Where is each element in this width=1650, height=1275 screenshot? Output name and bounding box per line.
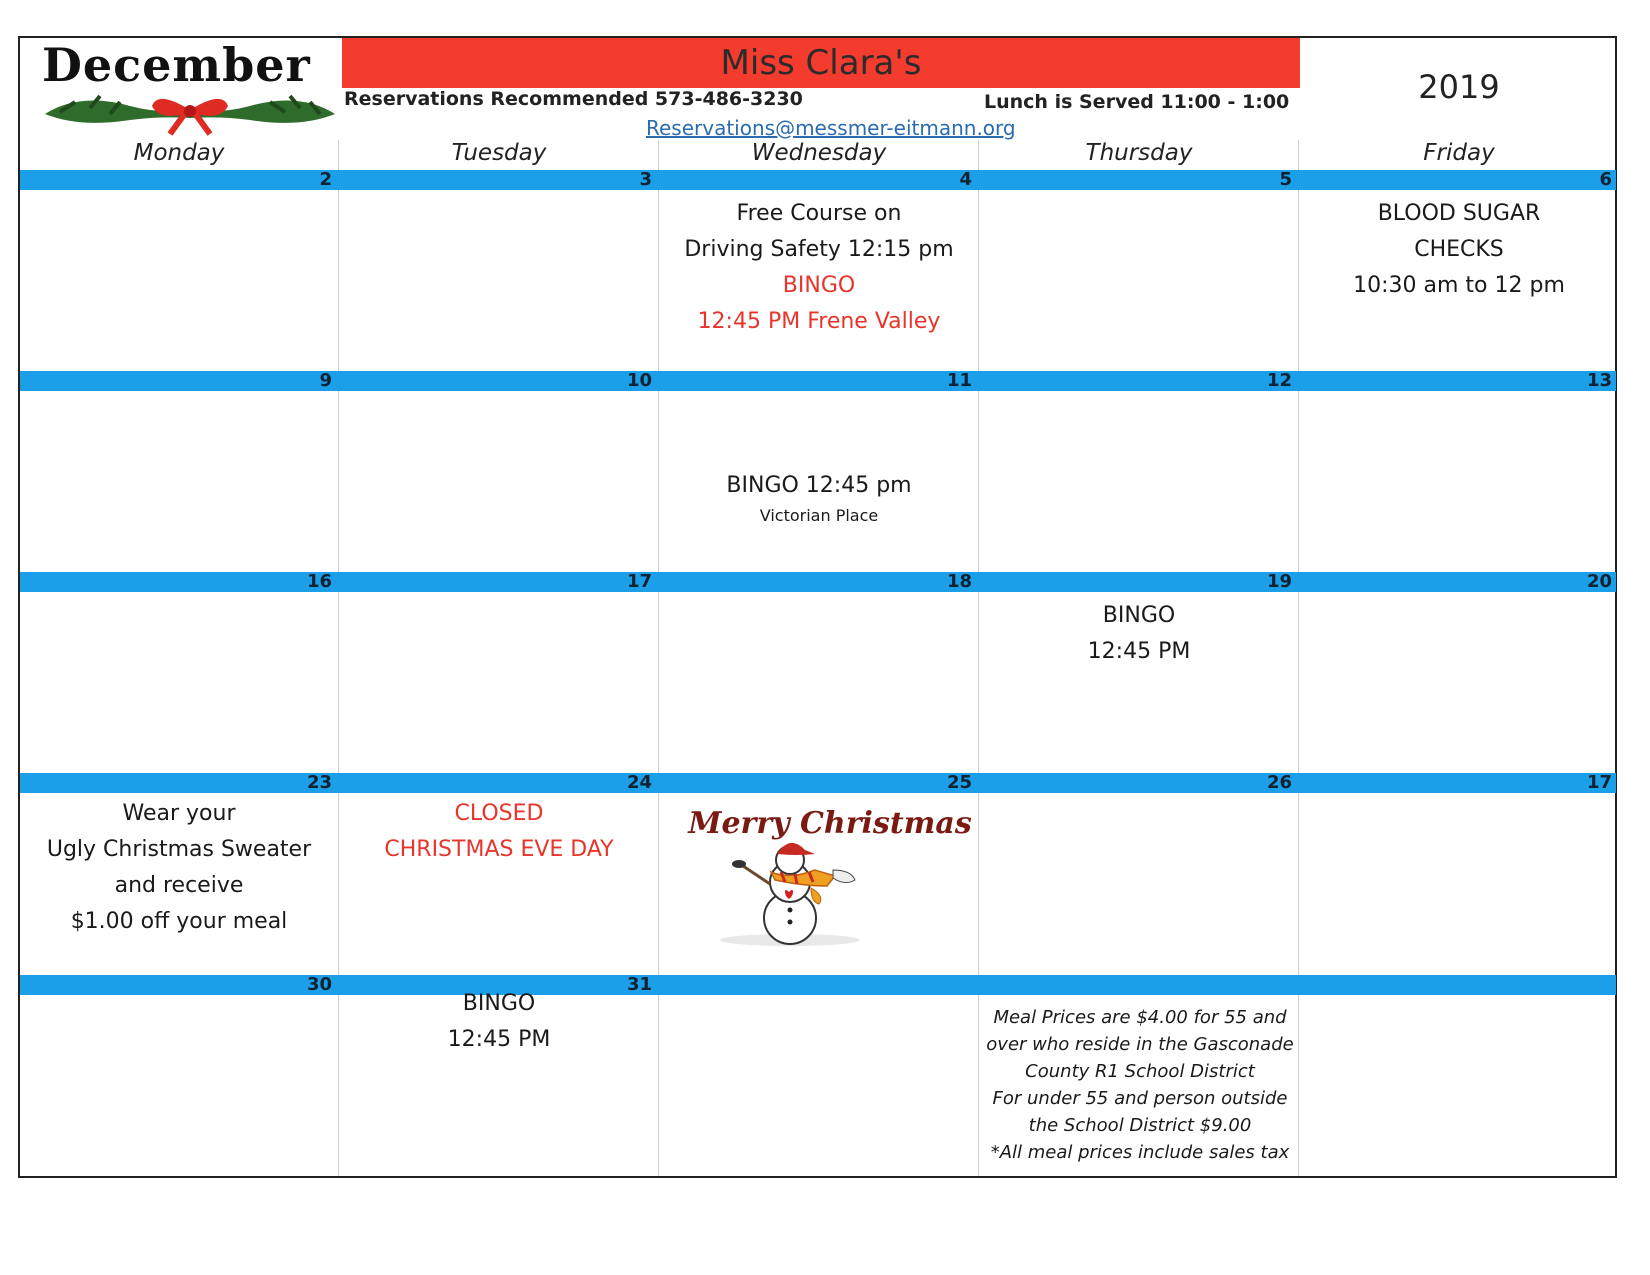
- column-divider: [978, 140, 979, 1176]
- day-number: 25: [946, 772, 972, 793]
- day-number: 19: [1266, 571, 1292, 592]
- event-dec-19: [980, 598, 1298, 670]
- day-number: 18: [946, 571, 972, 592]
- day-number: 16: [306, 571, 332, 592]
- event-line: Wear your: [122, 801, 236, 826]
- day-number: 26: [1266, 772, 1292, 793]
- event-line: $1.00 off your meal: [70, 909, 288, 934]
- event-line: 12:45 PM: [447, 1027, 551, 1052]
- note-line: over who reside in the Gasconade: [986, 1034, 1294, 1055]
- week-band: [20, 170, 1616, 190]
- day-header-wednesday: Wednesday: [751, 140, 887, 166]
- event-line: BINGO: [782, 273, 856, 298]
- day-header-friday: Friday: [1423, 140, 1495, 166]
- day-number: 24: [626, 772, 652, 793]
- week-band: [20, 975, 1616, 995]
- event-line: BINGO: [1102, 603, 1176, 628]
- event-line: Victorian Place: [759, 506, 879, 525]
- day-header-thursday: Thursday: [1085, 140, 1193, 166]
- day-number: 3: [639, 169, 652, 190]
- day-number: 11: [946, 370, 972, 391]
- day-number: 23: [306, 772, 332, 793]
- column-divider: [338, 140, 339, 1176]
- day-number: 13: [1586, 370, 1612, 391]
- lunch-hours-text: Lunch is Served 11:00 - 1:00: [984, 91, 1290, 113]
- reservations-email-link[interactable]: Reservations@messmer-eitmann.org: [646, 116, 1016, 140]
- event-line: and receive: [114, 873, 244, 898]
- column-divider: [658, 140, 659, 1176]
- day-number: 5: [1279, 169, 1292, 190]
- day-number: 4: [959, 169, 972, 190]
- reservations-text: Reservations Recommended 573-486-3230: [344, 88, 803, 110]
- event-line: 10:30 am to 12 pm: [1353, 273, 1565, 298]
- day-number: 31: [626, 974, 652, 995]
- month-title: December: [42, 38, 311, 92]
- event-line: Ugly Christmas Sweater: [46, 837, 312, 862]
- day-number: 10: [626, 370, 652, 391]
- note-line: For under 55 and person outside: [992, 1088, 1288, 1109]
- note-line: County R1 School District: [1025, 1061, 1255, 1082]
- day-header-tuesday: Tuesday: [451, 140, 547, 166]
- day-header-monday: Monday: [133, 140, 225, 166]
- event-line: Driving Safety 12:15 pm: [684, 237, 954, 262]
- day-number: 20: [1586, 571, 1612, 592]
- meal-prices-note: [980, 1004, 1300, 1166]
- event-dec-6: [1300, 196, 1618, 304]
- day-number: 2: [319, 169, 332, 190]
- note-line: the School District $9.00: [1028, 1115, 1252, 1136]
- event-line: Free Course on: [736, 201, 902, 226]
- event-line: CHECKS: [1414, 237, 1504, 262]
- event-line: 12:45 PM Frene Valley: [697, 309, 941, 334]
- event-dec-24: [340, 796, 658, 868]
- day-number: 6: [1599, 169, 1612, 190]
- year-label: 2019: [1418, 68, 1500, 106]
- event-line: BLOOD SUGAR: [1377, 201, 1541, 226]
- event-dec-11: [660, 468, 978, 528]
- event-line: CHRISTMAS EVE DAY: [384, 837, 614, 862]
- note-line: Meal Prices are $4.00 for 55 and: [993, 1007, 1287, 1028]
- week-band: [20, 572, 1616, 592]
- week-band: [20, 773, 1616, 793]
- snowman-icon: [715, 840, 925, 952]
- day-number: 12: [1266, 370, 1292, 391]
- event-line: CLOSED: [454, 801, 544, 826]
- merry-christmas-text: Merry Christmas: [688, 806, 972, 841]
- holly-garland-icon: [40, 84, 340, 136]
- event-dec-31: [340, 986, 658, 1058]
- day-number: 17: [626, 571, 652, 592]
- week-band: [20, 371, 1616, 391]
- event-line: 12:45 PM: [1087, 639, 1191, 664]
- page-title: Miss Clara's: [720, 43, 922, 83]
- event-dec-23: [20, 796, 338, 940]
- note-line: *All meal prices include sales tax: [990, 1142, 1290, 1163]
- day-number: 30: [306, 974, 332, 995]
- event-dec-4: [660, 196, 978, 340]
- day-number: 9: [319, 370, 332, 391]
- event-line: BINGO: [462, 991, 536, 1016]
- event-line: BINGO 12:45 pm: [726, 473, 912, 498]
- day-number: 17: [1586, 772, 1612, 793]
